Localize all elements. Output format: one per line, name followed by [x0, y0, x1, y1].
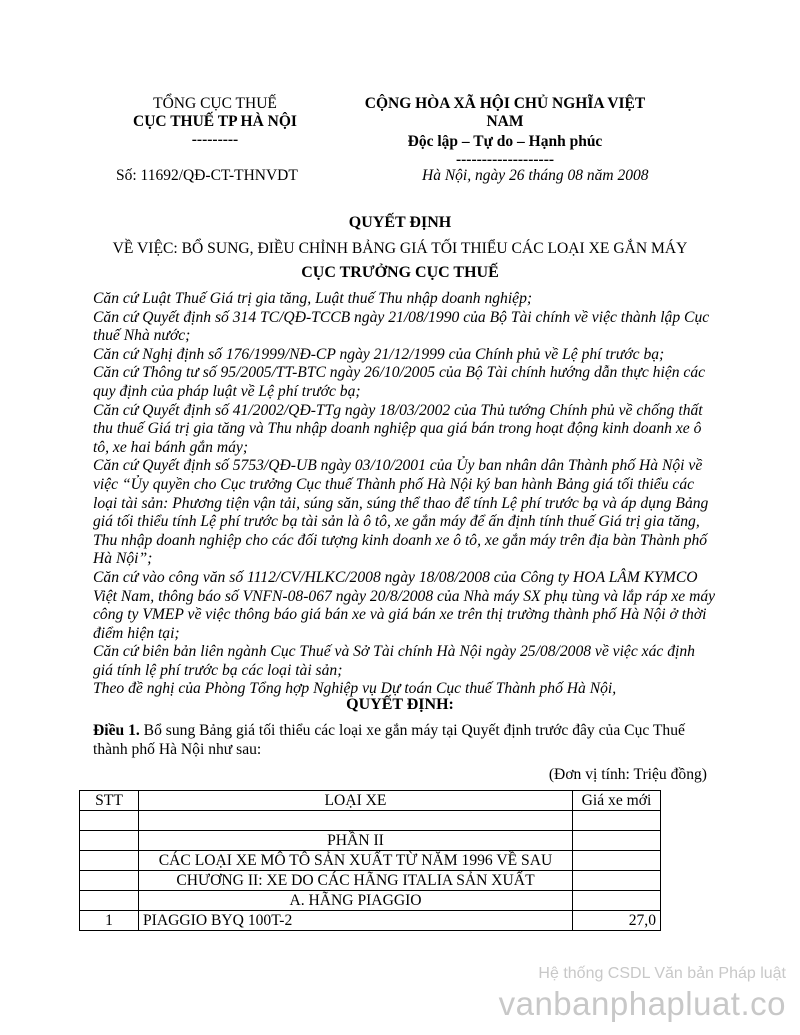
price-table: [79, 790, 661, 931]
table-cell: [80, 891, 139, 911]
section-row: PHẦN II: [139, 831, 573, 851]
header-left: [100, 95, 330, 149]
section-row: CÁC LOẠI XE MÔ TÔ SẢN XUẤT TỪ NĂM 1996 VỀ SAU: [139, 851, 573, 871]
legal-basis: [93, 290, 718, 699]
doc-type: QUYẾT ĐỊNH: [348, 214, 452, 231]
row-price: 27,0: [573, 911, 661, 931]
table-cell: [573, 871, 661, 891]
basis-item: Căn cứ Nghị định số 176/1999/NĐ-CP ngày 21/12/1999 của Chính phủ về Lệ phí trước bạ;: [93, 345, 665, 363]
decision-heading: QUYẾT ĐỊNH:: [346, 696, 454, 713]
motto: Độc lập – Tự do – Hạnh phúc: [407, 133, 603, 150]
table-row: [80, 851, 661, 871]
watermark-line1: Hệ thống CSDL Văn bản Pháp luật: [538, 965, 786, 982]
nation-line2: NAM: [486, 113, 524, 130]
table-row: [80, 811, 661, 831]
unit-note: (Đơn vị tính: Triệu đồng): [548, 766, 707, 783]
basis-item: Căn cứ Thông tư số 95/2005/TT-BTC ngày 26/10/2005 của Bộ Tài chính hướng dẫn thực hiện các quy định của pháp luật về Lệ phí trước bạ;: [93, 364, 706, 400]
col-header-price: Giá xe mới: [573, 791, 661, 811]
table-row: [80, 911, 661, 931]
agency-rule: ---------: [191, 131, 239, 148]
col-header-stt: STT: [80, 791, 139, 811]
table-row: [80, 831, 661, 851]
table-header-row: [80, 791, 661, 811]
table-cell: [80, 871, 139, 891]
article-1: [93, 721, 718, 759]
doc-subject: VỀ VIỆC: BỔ SUNG, ĐIỀU CHỈNH BẢNG GIÁ TỐI THIỂU CÁC LOẠI XE GẮN MÁY: [112, 240, 688, 257]
table-row: [80, 891, 661, 911]
table-cell: [573, 811, 661, 831]
motto-rule: -------------------: [455, 151, 555, 168]
table-cell: [573, 831, 661, 851]
row-stt: 1: [80, 911, 139, 931]
watermark-line2: vanbanphapluat.co: [498, 985, 786, 1022]
table-cell: [139, 811, 573, 831]
basis-item: Căn cứ Quyết định số 5753/QĐ-UB ngày 03/10/2001 của Ủy ban nhân dân Thành phố Hà Nội về việc “Ủy quyền cho Cục trưởng Cục thuế Thành phố Hà Nội ký ban hành Bảng giá tối thiểu các loại tài sản: Phương tiện vận tải, súng săn, súng thể thao để tính Lệ phí trước bạ và áp dụng Bảng giá tối thiểu tính Lệ phí trước bạ tài sản là ô tô, xe gắn máy để ấn định tính thuế Giá trị gia tăng, Thu nhập doanh nghiệp cho các đối tượng kinh doanh xe ô tô, xe gắn máy trên địa bàn Thành phố Hà Nội”;: [93, 457, 709, 568]
table-cell: [573, 851, 661, 871]
table-row: [80, 871, 661, 891]
agency-parent: TỔNG CỤC THUẾ: [153, 95, 277, 112]
table-cell: [80, 831, 139, 851]
table-cell: [80, 851, 139, 871]
table-cell: [80, 811, 139, 831]
basis-item: Theo đề nghị của Phòng Tổng hợp Nghiệp vụ Dự toán Cục thuế Thành phố Hà Nội,: [93, 680, 617, 698]
basis-item: Căn cứ Quyết định số 314 TC/QĐ-TCCB ngày 21/08/1990 của Bộ Tài chính về việc thành lập Cục thuế Nhà nước;: [93, 308, 710, 345]
nation-line1: CỘNG HÒA XÃ HỘI CHỦ NGHĨA VIỆT: [364, 95, 646, 112]
doc-number: Số: 11692/QĐ-CT-THNVDT: [116, 167, 298, 184]
basis-item: Căn cứ Quyết định số 41/2002/QĐ-TTg ngày 18/03/2002 của Thủ tướng Chính phủ về chống thất thu thuế Giá trị gia tăng và Thu nhập doanh nghiệp qua giá bán trong hoạt động kinh doanh xe ô tô, xe hai bánh gắn máy;: [93, 401, 703, 456]
basis-item: Căn cứ Luật Thuế Giá trị gia tăng, Luật thuế Thu nhập doanh nghiệp;: [93, 290, 533, 307]
agency-name: CỤC THUẾ TP HÀ NỘI: [133, 113, 297, 130]
col-header-type: LOẠI XE: [139, 791, 573, 811]
section-row: A. HÃNG PIAGGIO: [139, 891, 573, 911]
row-type: PIAGGIO BYQ 100T-2: [139, 911, 573, 931]
header-right: [340, 95, 670, 169]
article-1-text: Bổ sung Bảng giá tối thiểu các loại xe gắn máy tại Quyết định trước đây của Cục Thuế thành phố Hà Nội như sau:: [93, 722, 685, 758]
section-row: CHƯƠNG II: XE DO CÁC HÃNG ITALIA SẢN XUẤT: [139, 871, 573, 891]
basis-item: Căn cứ biên bản liên ngành Cục Thuế và Sở Tài chính Hà Nội ngày 25/08/2008 về việc xác định giá tính lệ phí trước bạ các loại tài sản;: [93, 643, 695, 679]
table-cell: [573, 891, 661, 911]
basis-item: Căn cứ vào công văn số 1112/CV/HLKC/2008 ngày 18/08/2008 của Công ty HOA LÂM KYMCO Việt Nam, thông báo số VNFN-08-067 ngày 20/8/2008 của Nhà máy SX phụ tùng và lắp ráp xe máy công ty VMEP về việc thông báo giá bán xe và giá bán xe trên thị trường thành phố Hà Nội ở thời điểm hiện tại;: [93, 568, 716, 642]
article-1-label: Điều 1.: [93, 722, 140, 739]
authority: CỤC TRƯỞNG CỤC THUẾ: [301, 264, 499, 281]
place-date: Hà Nội, ngày 26 tháng 08 năm 2008: [422, 167, 649, 184]
